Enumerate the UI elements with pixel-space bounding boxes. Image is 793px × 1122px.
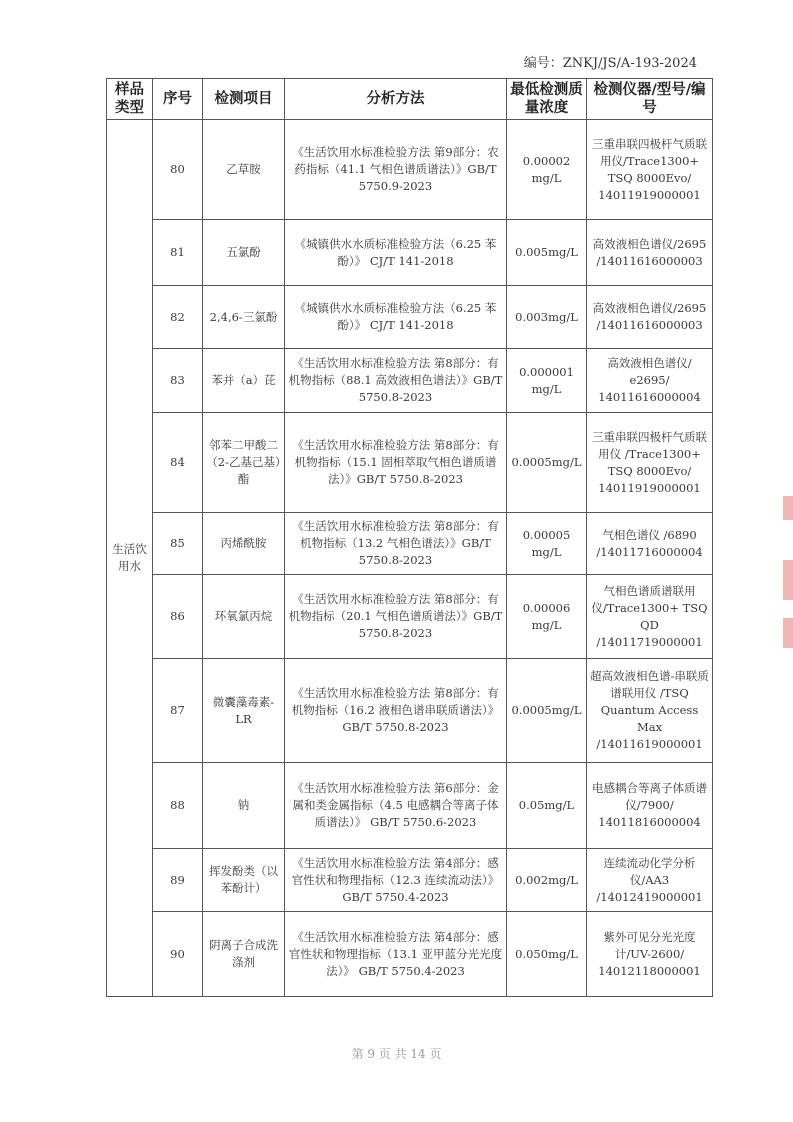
row-item: 丙烯酰胺 <box>203 513 285 575</box>
row-instrument: 气相色谱质谱联用仪/Trace1300+ TSQ QD /14011719000001 <box>587 575 713 659</box>
row-method: 《生活饮用水标准检验方法 第6部分：金属和类金属指标（4.5 电感耦合等离子体质谱法）》 GB/T 5750.6-2023 <box>285 763 507 849</box>
row-method: 《生活饮用水标准检验方法 第8部分：有机物指标（88.1 高效液相色谱法）》GB/T 5750.8-2023 <box>285 349 507 413</box>
row-item: 五氯酚 <box>203 220 285 286</box>
row-instrument: 三重串联四极杆气质联用仪 /Trace1300+ TSQ 8000Evo/ 14011919000001 <box>587 413 713 513</box>
row-no: 88 <box>153 763 203 849</box>
table-row <box>107 220 713 286</box>
row-item: 阴离子合成洗涤剂 <box>203 912 285 997</box>
row-instrument: 紫外可见分光光度计/UV-2600/ 14012118000001 <box>587 912 713 997</box>
header-seq-no: 序号 <box>153 79 203 120</box>
table-row <box>107 513 713 575</box>
row-no: 89 <box>153 849 203 912</box>
row-instrument: 高效液相色谱仪/ e2695/ 14011616000004 <box>587 349 713 413</box>
table-row <box>107 659 713 763</box>
row-limit: 0.0005mg/L <box>507 659 587 763</box>
row-method: 《生活饮用水标准检验方法 第8部分：有机物指标（13.2 气相色谱法）》GB/T 5750.8-2023 <box>285 513 507 575</box>
row-no: 81 <box>153 220 203 286</box>
seal-edge-mark <box>783 560 793 600</box>
row-method: 《生活饮用水标准检验方法 第8部分：有机物指标（20.1 气相色谱质谱法）》GB/T 5750.8-2023 <box>285 575 507 659</box>
table-row <box>107 849 713 912</box>
row-no: 82 <box>153 286 203 349</box>
document-number: 编号：ZNKJ/JS/A-193-2024 <box>523 56 697 71</box>
table-header-row <box>107 79 713 120</box>
row-instrument: 高效液相色谱仪/2695 /14011616000003 <box>587 220 713 286</box>
row-instrument: 三重串联四极杆气质联用仪/Trace1300+ TSQ 8000Evo/ 14011919000001 <box>587 120 713 220</box>
row-no: 80 <box>153 120 203 220</box>
row-item: 乙草胺 <box>203 120 285 220</box>
row-limit: 0.00002 mg/L <box>507 120 587 220</box>
row-no: 87 <box>153 659 203 763</box>
detection-methods-table <box>106 78 713 997</box>
table-row <box>107 286 713 349</box>
header-sample-type: 样品类型 <box>107 79 153 120</box>
table-row <box>107 120 713 220</box>
seal-edge-mark <box>783 618 793 648</box>
row-item: 2,4,6-三氯酚 <box>203 286 285 349</box>
row-method: 《城镇供水水质标准检验方法（6.25 苯酚）》 CJ/T 141-2018 <box>285 220 507 286</box>
row-limit: 0.00006 mg/L <box>507 575 587 659</box>
row-instrument: 连续流动化学分析仪/AA3 /14012419000001 <box>587 849 713 912</box>
row-method: 《生活饮用水标准检验方法 第4部分：感官性状和物理指标（12.3 连续流动法）》GB/T 5750.4-2023 <box>285 849 507 912</box>
row-no: 90 <box>153 912 203 997</box>
table-row <box>107 575 713 659</box>
table-row <box>107 912 713 997</box>
row-limit: 0.000001 mg/L <box>507 349 587 413</box>
row-no: 84 <box>153 413 203 513</box>
row-limit: 0.05mg/L <box>507 763 587 849</box>
row-no: 86 <box>153 575 203 659</box>
row-item: 微囊藻毒素-LR <box>203 659 285 763</box>
row-method: 《生活饮用水标准检验方法 第9部分：农药指标（41.1 气相色谱质谱法）》GB/T 5750.9-2023 <box>285 120 507 220</box>
row-item: 钠 <box>203 763 285 849</box>
table-row <box>107 763 713 849</box>
row-limit: 0.00005 mg/L <box>507 513 587 575</box>
row-method: 《生活饮用水标准检验方法 第4部分：感官性状和物理指标（13.1 亚甲蓝分光光度法）》 GB/T 5750.4-2023 <box>285 912 507 997</box>
row-instrument: 超高效液相色谱-串联质谱联用仪 /TSQ Quantum Access Max /14011619000001 <box>587 659 713 763</box>
header-test-item: 检测项目 <box>203 79 285 120</box>
row-item: 邻苯二甲酸二（2-乙基己基）酯 <box>203 413 285 513</box>
row-limit: 0.005mg/L <box>507 220 587 286</box>
table-row <box>107 413 713 513</box>
table-row <box>107 349 713 413</box>
row-item: 环氧氯丙烷 <box>203 575 285 659</box>
row-item: 苯并（a）芘 <box>203 349 285 413</box>
row-no: 83 <box>153 349 203 413</box>
row-limit: 0.003mg/L <box>507 286 587 349</box>
row-instrument: 电感耦合等离子体质谱仪/7900/ 14011816000004 <box>587 763 713 849</box>
row-instrument: 高效液相色谱仪/2695 /14011616000003 <box>587 286 713 349</box>
header-instrument: 检测仪器/型号/编号 <box>587 79 713 120</box>
row-method: 《生活饮用水标准检验方法 第8部分：有机物指标（16.2 液相色谱串联质谱法）》GB/T 5750.8-2023 <box>285 659 507 763</box>
row-limit: 0.002mg/L <box>507 849 587 912</box>
row-method: 《生活饮用水标准检验方法 第8部分：有机物指标（15.1 固相萃取气相色谱质谱法）》GB/T 5750.8-2023 <box>285 413 507 513</box>
header-min-concentration: 最低检测质量浓度 <box>507 79 587 120</box>
page-number: 第 9 页 共 14 页 <box>351 1047 442 1061</box>
row-instrument: 气相色谱仪 /6890 /14011716000004 <box>587 513 713 575</box>
row-item: 挥发酚类（以苯酚计） <box>203 849 285 912</box>
header-method: 分析方法 <box>285 79 507 120</box>
row-limit: 0.050mg/L <box>507 912 587 997</box>
row-no: 85 <box>153 513 203 575</box>
row-method: 《城镇供水水质标准检验方法（6.25 苯酚）》 CJ/T 141-2018 <box>285 286 507 349</box>
row-limit: 0.0005mg/L <box>507 413 587 513</box>
sample-type-cell: 生活饮用水 <box>107 120 153 997</box>
seal-edge-mark <box>783 496 793 520</box>
